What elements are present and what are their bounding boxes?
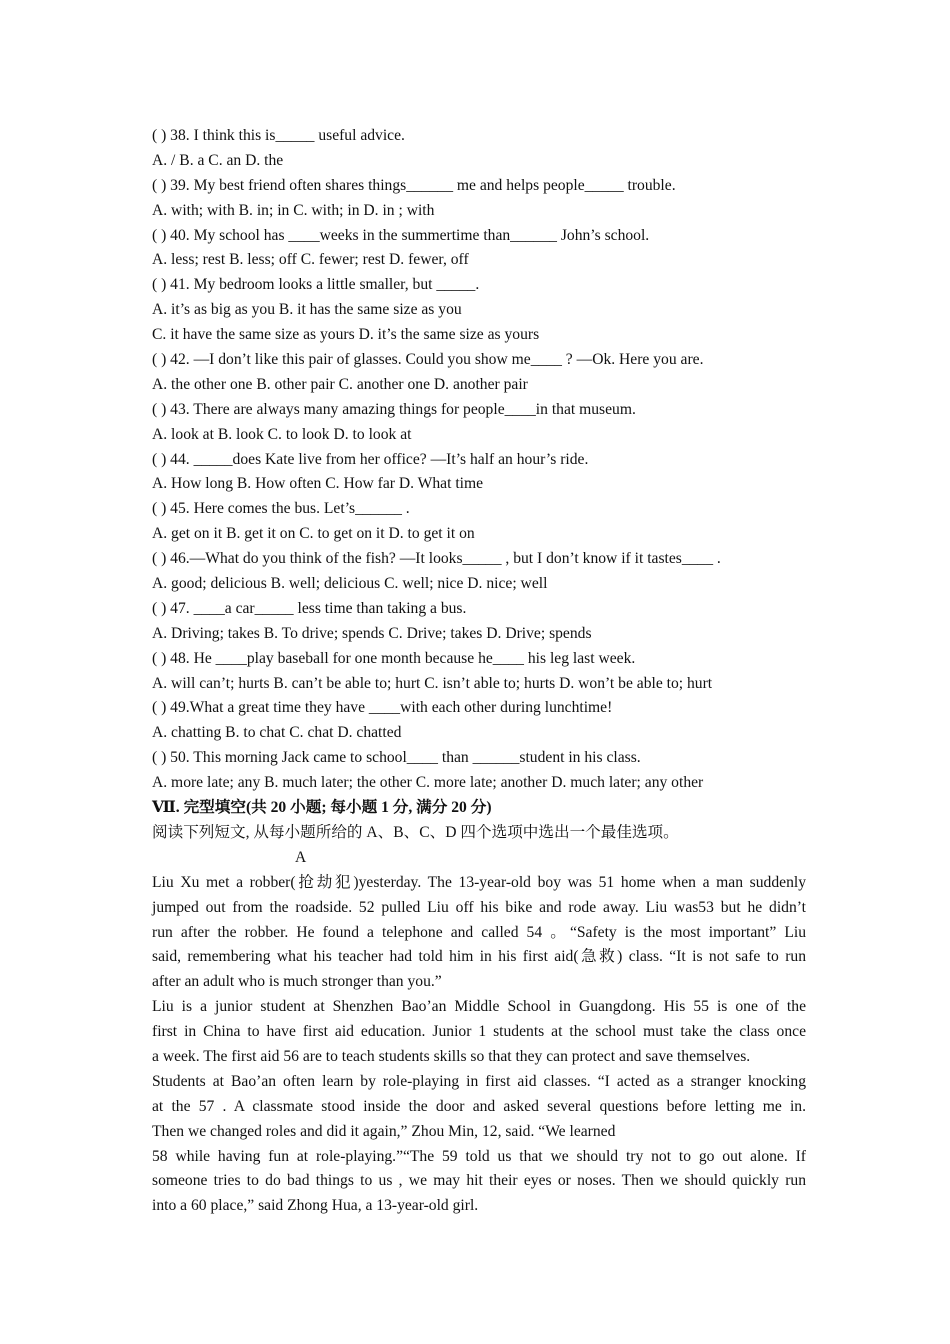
passage-line: someone tries to do bad things to us , we may hit their eyes or noses. Then we should quickly run xyxy=(152,1172,806,1190)
question-stem: ( ) 47. ____a car_____ less time than taking a bus. xyxy=(152,599,467,617)
question-stem: ( ) 44. _____does Kate live from her office? —It’s half an hour’s ride. xyxy=(152,450,589,468)
question-stem: ( ) 38. I think this is_____ useful advice. xyxy=(152,127,405,144)
passage-line: into a 60 place,” said Zhong Hua, a 13-year-old girl. xyxy=(152,1197,479,1215)
question-options: A. the other one B. other pair C. another one D. another pair xyxy=(152,375,528,393)
question-stem: ( ) 42. —I don’t like this pair of glasses. Could you show me____ ? —Ok. Here you are. xyxy=(152,351,704,369)
question-options: A. with; with B. in; in C. with; in D. in ; with xyxy=(152,201,435,219)
question-options: A. good; delicious B. well; delicious C. well; nice D. nice; well xyxy=(152,575,548,593)
passage-paragraph xyxy=(152,1070,806,1145)
question-stem: ( ) 46.—What do you think of the fish? —It looks_____ , but I don’t know if it tastes____ . xyxy=(152,550,721,568)
question-stem: ( ) 43. There are always many amazing things for people____in that museum. xyxy=(152,400,636,418)
passage-line: said, remembering what his teacher had told him in his first aid(急救) class. “It is not safe to run xyxy=(152,948,806,966)
section-instruction: 阅读下列短文, 从每小题所给的 A、B、C、D 四个选项中选出一个最佳选项。 xyxy=(152,823,679,841)
passage xyxy=(152,871,806,1219)
question-options: C. it have the same size as yours D. it’s the same size as yours xyxy=(152,326,540,344)
question-stem: ( ) 40. My school has ____weeks in the summertime than______ John’s school. xyxy=(152,226,650,244)
question-options: A. look at B. look C. to look D. to look at xyxy=(152,425,412,443)
passage-line: Students at Bao’an often learn by role-playing in first aid classes. “I acted as a stranger knocking xyxy=(152,1072,806,1090)
question-options: A. less; rest B. less; off C. fewer; rest D. fewer, off xyxy=(152,251,469,269)
passage-line: jumped out from the roadside. 52 pulled Liu off his bike and rode away. Liu was53 but he didn’t xyxy=(152,898,806,916)
passage-line: run after the robber. He found a telephone and called 54 。“Safety is the most important” Liu xyxy=(152,923,806,941)
question-stem: ( ) 48. He ____play baseball for one month because he____ his leg last week. xyxy=(152,649,636,667)
section-title: Ⅶ. 完型填空(共 20 小题; 每小题 1 分, 满分 20 分) xyxy=(152,799,492,817)
passage-paragraph xyxy=(152,871,806,995)
document-page xyxy=(152,124,806,1219)
question-options: A. chatting B. to chat C. chat D. chatted xyxy=(152,724,402,742)
passage-line: Liu Xu met a robber(抢劫犯)yesterday. The 13-year-old boy was 51 home when a man suddenly xyxy=(152,873,806,891)
passage-label: A xyxy=(295,848,307,866)
passage-line: a week. The first aid 56 are to teach students skills so that they can protect and save themselves. xyxy=(152,1047,751,1065)
question-options: A. it’s as big as you B. it has the same size as you xyxy=(152,301,462,319)
question-options: A. How long B. How often C. How far D. What time xyxy=(152,475,484,493)
question-options: A. will can’t; hurts B. can’t be able to; hurt C. isn’t able to; hurts D. won’t be able to; hurt xyxy=(152,674,713,692)
question-list xyxy=(152,124,806,796)
passage-line: at the 57 . A classmate stood inside the door and asked several questions before letting me in. xyxy=(152,1097,806,1115)
passage-paragraph xyxy=(152,995,806,1070)
passage-line: Liu is a junior student at Shenzhen Bao’an Middle School in Guangdong. His 55 is one of the xyxy=(152,998,806,1016)
question-stem: ( ) 49.What a great time they have ____with each other during lunchtime! xyxy=(152,699,613,717)
question-stem: ( ) 45. Here comes the bus. Let’s______ . xyxy=(152,500,410,518)
passage-line: after an adult who is much stronger than you.” xyxy=(152,973,442,991)
question-options: A. get on it B. get it on C. to get on it D. to get it on xyxy=(152,525,475,543)
question-options: A. / B. a C. an D. the xyxy=(152,151,284,169)
question-stem: ( ) 41. My bedroom looks a little smaller, but _____. xyxy=(152,276,480,294)
question-stem: ( ) 50. This morning Jack came to school____ than ______student in his class. xyxy=(152,749,641,767)
passage-line: Then we changed roles and did it again,” Zhou Min, 12, said. “We learned xyxy=(152,1122,616,1140)
question-options: A. Driving; takes B. To drive; spends C. Drive; takes D. Drive; spends xyxy=(152,624,592,642)
passage-line: 58 while having fun at role-playing.”“The 59 told us that we should try not to go out alone. If xyxy=(152,1147,806,1165)
passage-line: first in China to have first aid education. Junior 1 students at the school must take the class once xyxy=(152,1023,806,1041)
passage-paragraph xyxy=(152,1145,806,1220)
question-stem: ( ) 39. My best friend often shares things______ me and helps people_____ trouble. xyxy=(152,176,676,194)
question-options: A. more late; any B. much later; the other C. more late; another D. much later; any other xyxy=(152,774,704,792)
